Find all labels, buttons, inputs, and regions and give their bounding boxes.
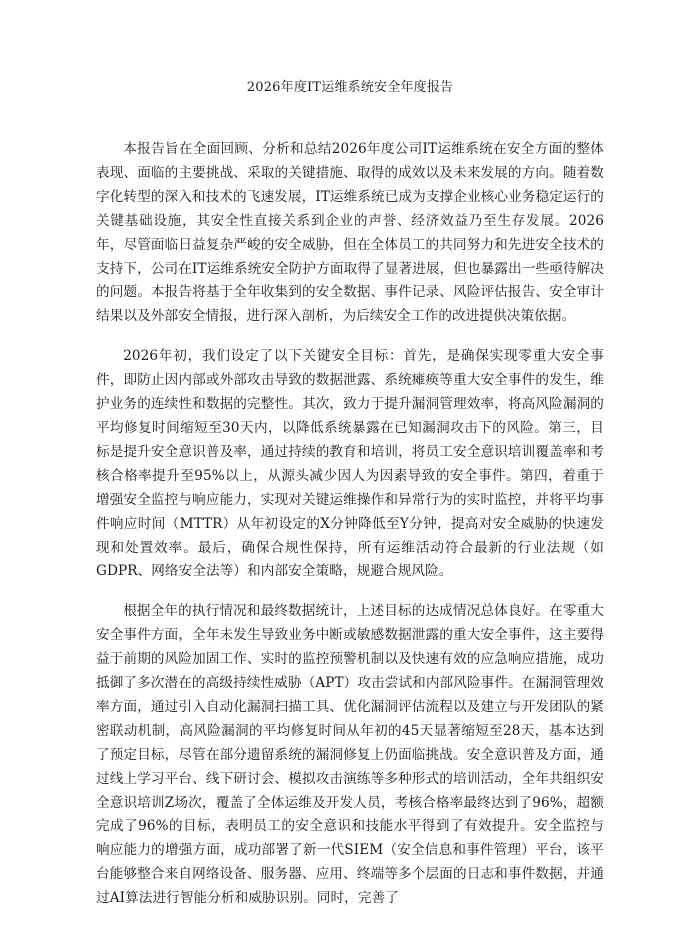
document-body	[96, 138, 604, 927]
document-title: 2026年度IT运维系统安全年度报告	[246, 80, 454, 95]
paragraph-3: 根据全年的执行情况和最终数据统计，上述目标的达成情况总体良好。在零重大安全事件方面，全年未发生导致业务中断或敏感数据泄露的重大安全事件，这主要得益于前期的风险加固工作、实时的监控预警机制以及快速有效的应急响应措施，成功抵御了多次潜在的高级持续性威胁（APT）攻击尝试和内部风险事件。在漏洞管理效率方面，通过引入自动化漏洞扫描工具、优化漏洞评估流程以及建立与开发团队的紧密联动机制，高风险漏洞的平均修复时间从年初的45天显著缩短至28天，基本达到了预定目标，尽管在部分遗留系统的漏洞修复上仍面临挑战。安全意识普及方面，通过线上学习平台、线下研讨会、模拟攻击演练等多种形式的培训活动，全年共组织安全意识培训Z场次，覆盖了全体运维及开发人员，考核合格率最终达到了96%，超额完成了96%的目标，表明员工的安全意识和技能水平得到了有效提升。安全监控与响应能力的增强方面，成功部署了新一代SIEM（安全信息和事件管理）平台，该平台能够整合来自网络设备、服务器、应用、终端等多个层面的日志和事件数据，并通过AI算法进行智能分析和威胁识别。同时，完善了	[96, 603, 604, 907]
paragraph-2: 2026年初，我们设定了以下关键安全目标：首先，是确保实现零重大安全事件，即防止因内部或外部攻击导致的数据泄露、系统瘫痪等重大安全事件的发生，维护业务的连续性和数据的完整性。其次，致力于提升漏洞管理效率，将高风险漏洞的平均修复时间缩短至30天内，以降低系统暴露在已知漏洞攻击下的风险。第三，目标是提升安全意识普及率，通过持续的教育和培训，将员工安全意识培训覆盖率和考核合格率提升至95%以上，从源头减少因人为因素导致的安全事件。第四，着重于增强安全监控与响应能力，实现对关键运维操作和异常行为的实时监控，并将平均事件响应时间（MTTR）从年初设定的X分钟降低至Y分钟，提高对安全威胁的快速发现和处置效率。最后，确保合规性保持，所有运维活动符合最新的行业法规（如GDPR、网络安全法等）和内部安全策略，规避合规风险。	[96, 348, 604, 580]
paragraph-1: 本报告旨在全面回顾、分析和总结2026年度公司IT运维系统在安全方面的整体表现、面临的主要挑战、采取的关键措施、取得的成效以及未来发展的方向。随着数字化转型的深入和技术的飞速发展，IT运维系统已成为支撑企业核心业务稳定运行的关键基础设施，其安全性直接关系到企业的声誉、经济效益乃至生存发展。2026年，尽管面临日益复杂严峻的安全威胁，但在全体员工的共同努力和先进安全技术的支持下，公司在IT运维系统安全防护方面取得了显著进展，但也暴露出一些亟待解决的问题。本报告将基于全年收集到的安全数据、事件记录、风险评估报告、安全审计结果以及外部安全情报，进行深入剖析，为后续安全工作的改进提供决策依据。	[96, 141, 604, 325]
